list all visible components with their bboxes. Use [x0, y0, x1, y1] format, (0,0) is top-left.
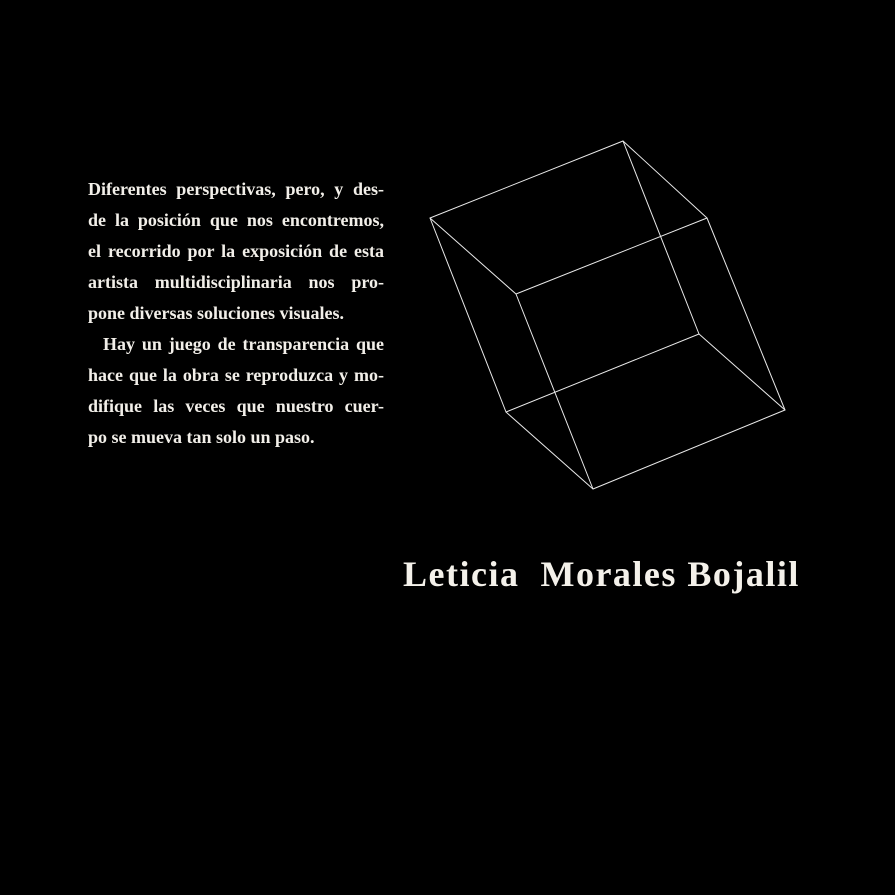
cube-edge [707, 218, 785, 410]
paragraph-line: po se mueva tan solo un paso. [88, 427, 315, 447]
cube-edge [623, 141, 699, 334]
cube-edge [593, 410, 785, 489]
paragraph-line: Hay un juego de transparencia que [103, 334, 384, 354]
paragraph-line: el recorrido por la exposición de esta [88, 241, 384, 261]
paragraph-line: de la posición que nos encontremos, [88, 210, 384, 230]
artist-name: Leticia Morales Bojalil [403, 554, 800, 594]
paragraph-line: pone diversas soluciones visuales. [88, 303, 345, 323]
cube-edge [516, 294, 593, 489]
paragraph-line: difique las veces que nuestro cuer- [88, 396, 384, 416]
cube-edge [430, 218, 506, 412]
paragraph-line: artista multidisciplinaria nos pro- [88, 272, 384, 292]
paragraph-line: Diferentes perspectivas, pero, y des- [88, 179, 384, 199]
cube-edge [506, 334, 699, 412]
intro-paragraph [88, 174, 384, 453]
paragraph-line: hace que la obra se reproduzca y mo- [88, 365, 384, 385]
cube-edge [430, 218, 516, 294]
cube-edge [506, 412, 593, 489]
cube-edge [699, 334, 785, 410]
cube-edge [430, 141, 623, 218]
cube-edge [623, 141, 707, 218]
